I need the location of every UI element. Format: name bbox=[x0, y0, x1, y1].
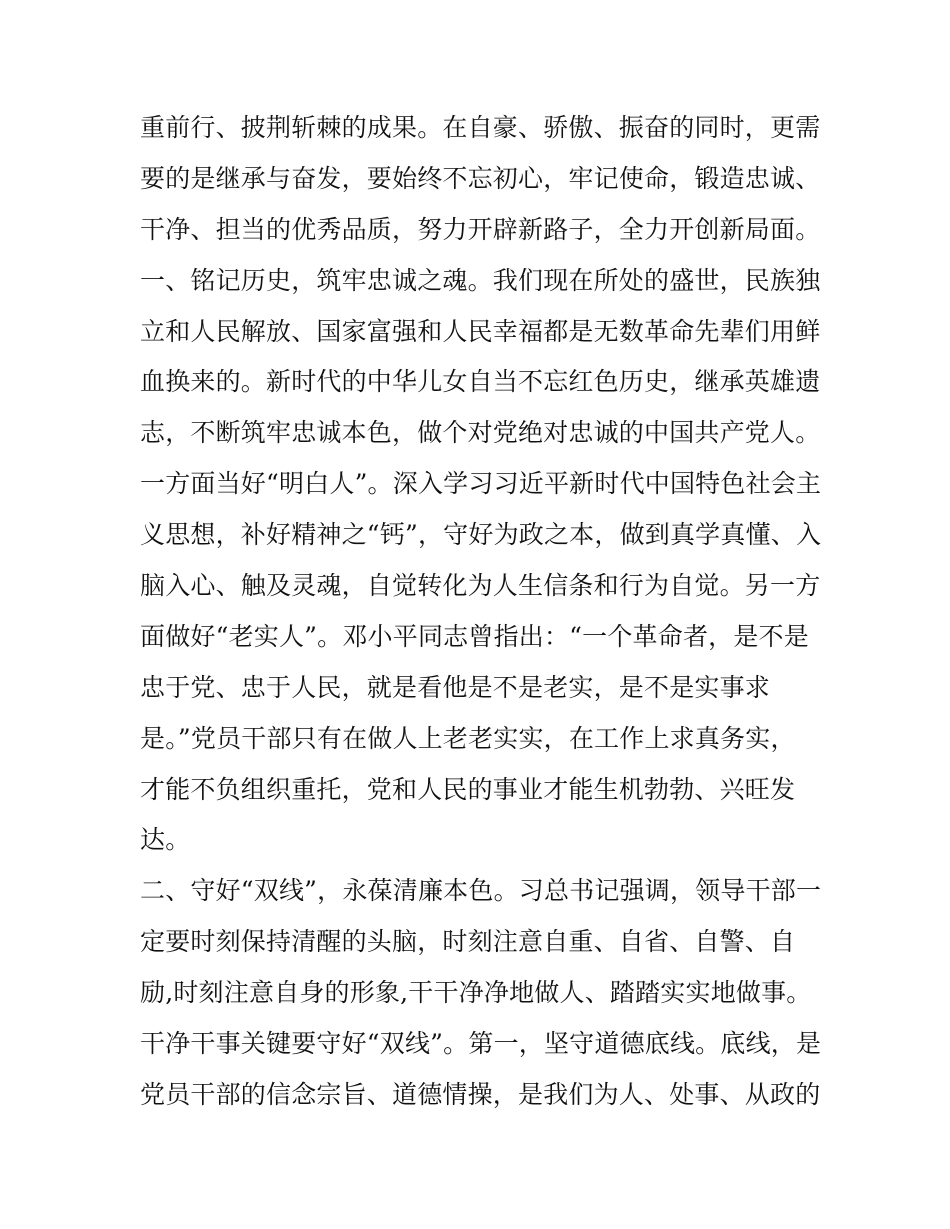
text-line: 重前行、披荆斩棘的成果。在自豪、骄傲、振奋的同时，更需 bbox=[140, 113, 821, 142]
text-line: 才能不负组织重托，党和人民的事业才能生机勃勃、兴旺发 bbox=[140, 774, 796, 804]
text-line: 立和人民解放、国家富强和人民幸福都是无数革命先辈们用鲜 bbox=[140, 316, 821, 346]
text-line: 干净、担当的优秀品质，努力开辟新路子，全力开创新局面。 bbox=[140, 214, 821, 244]
text-line: 面做好“老实人”。邓小平同志曾指出：“一个革命者，是不是 bbox=[140, 621, 809, 651]
section-heading-line: 二、守好“双线”，永葆清廉本色。习总书记强调，领导干部一 bbox=[140, 876, 822, 906]
section-heading-line: 一、铭记历史，筑牢忠诚之魂。我们现在所处的盛世，民族独 bbox=[140, 265, 821, 295]
text-line: 励,时刻注意自身的形象,干干净净地做人、踏踏实实地做事。 bbox=[140, 978, 812, 1008]
text-line: 定要时刻保持清醒的头脑，时刻注意自重、自省、自警、自 bbox=[140, 927, 796, 957]
text-line: 一方面当好“明白人”。深入学习习近平新时代中国特色社会主 bbox=[140, 469, 822, 499]
text-line: 志，不断筑牢忠诚本色，做个对党绝对忠诚的中国共产党人。 bbox=[140, 418, 821, 448]
text-line: 忠于党、忠于人民，就是看他是不是老实，是不是实事求 bbox=[140, 672, 771, 702]
document-body bbox=[140, 103, 830, 1121]
text-line: 血换来的。新时代的中华儿女自当不忘红色历史，继承英雄遗 bbox=[140, 367, 821, 397]
text-line: 干净干事关键要守好“双线”。第一，坚守道德底线。底线，是 bbox=[140, 1029, 822, 1059]
text-line: 达。 bbox=[140, 825, 191, 855]
text-line: 党员干部的信念宗旨、道德情操，是我们为人、处事、从政的 bbox=[140, 1079, 821, 1109]
text-line: 脑入心、触及灵魂，自觉转化为人生信条和行为自觉。另一方 bbox=[140, 571, 821, 601]
text-line: 义思想，补好精神之“钙”，守好为政之本，做到真学真懂、入 bbox=[140, 520, 822, 550]
text-line: 是。”党员干部只有在做人上老老实实，在工作上求真务实， bbox=[140, 723, 796, 753]
text-line: 要的是继承与奋发，要始终不忘初心，牢记使命，锻造忠诚、 bbox=[140, 163, 821, 193]
